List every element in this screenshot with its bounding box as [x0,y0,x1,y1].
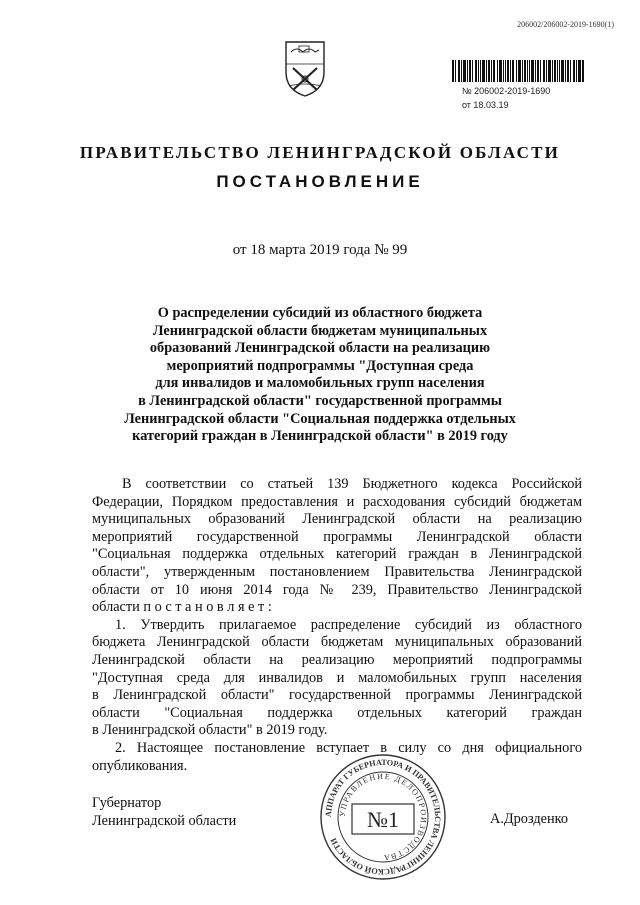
body-line: области от 10 июня 2014 года № 239, Правительство Ленинградской [92,581,582,598]
stamp-inner-text: УПРАВЛЕНИЕ ДЕЛОПРОИЗВОДСТВА [337,771,429,863]
body-line: опубликования. [92,757,188,774]
body-line: области", утвержденным постановлением Правительства Ленинградской [92,563,582,580]
body-line: 1. Утвердить прилагаемое распределение субсидий из областного [115,616,582,633]
body-line: в Ленинградской области" государственной программы Ленинградской [92,687,582,704]
registration-date: от 18.03.19 [462,100,509,110]
document-title [100,305,540,446]
title-line: О распределении субсидий из областного бюджета [157,305,483,321]
signatory-position-line: Ленинградской области [92,813,237,829]
title-line: Ленинградской области бюджетам муниципальных [152,322,488,339]
signatory-name: А.Дрозденко [490,811,568,827]
title-line: Ленинградской области "Социальная поддержка отдельных [124,410,516,427]
signatory-position [92,794,236,830]
document-date: от 18 марта 2019 года № 99 [232,242,408,258]
title-line: мероприятий подпрограммы "Доступная среда [166,357,474,374]
body-line: муниципальных образований Ленинградской области на реализацию [92,511,582,528]
body-line: 2. Настоящее постановление вступает в силу со дня официального [115,739,582,756]
body-line: Федерации, Порядком предоставления и расходования субсидий бюджетам [92,493,582,510]
body-line: в Ленинградской области" в 2019 году. [92,722,328,739]
stamp-ring-text: АППАРАТ ГУБЕРНАТОРА И ПРАВИТЕЛЬСТВА ЛЕНИНГРАДСКОЙ ОБЛАСТИ [323,757,443,877]
body-line: области "Социальная поддержка отдельных категорий граждан [92,704,582,721]
document-id: 206002/206002-2019-1690(1) [517,20,614,29]
body-line: В соответствии со статьей 139 Бюджетного кодекса Российской [122,476,582,492]
registration-number: № 206002-2019-1690 [462,86,551,96]
body-line: "Социальная поддержка отдельных категорий граждан в Ленинградской [92,546,582,563]
document-body [92,476,582,775]
body-line: бюджета Ленинградской области бюджетам муниципальных образований [92,634,582,651]
authority-heading: ПРАВИТЕЛЬСТВО ЛЕНИНГРАДСКОЙ ОБЛАСТИ [79,143,561,162]
body-line: мероприятий государственной программы Ленинградской области [92,528,582,545]
office-stamp [318,752,448,882]
body-line: Ленинградской области на реализацию мероприятий подпрограммы [92,651,582,668]
stamp-number: №1 [367,807,399,832]
body-line: "Доступная среда для инвалидов и маломобильных групп населения [92,669,582,686]
coat-of-arms-icon [283,38,327,98]
signatory-position-line: Губернатор [92,795,162,811]
title-line: категорий граждан в Ленинградской области" в 2019 году [132,428,508,445]
body-line: области п о с т а н о в л я е т : [92,599,272,616]
title-line: образований Ленинградской области на реализацию [149,340,491,357]
barcode [452,60,584,82]
title-line: для инвалидов и маломобильных групп населения [155,375,485,392]
title-line: в Ленинградской области" государственной программы [138,392,502,409]
document-type: ПОСТАНОВЛЕНИЕ [216,172,424,191]
